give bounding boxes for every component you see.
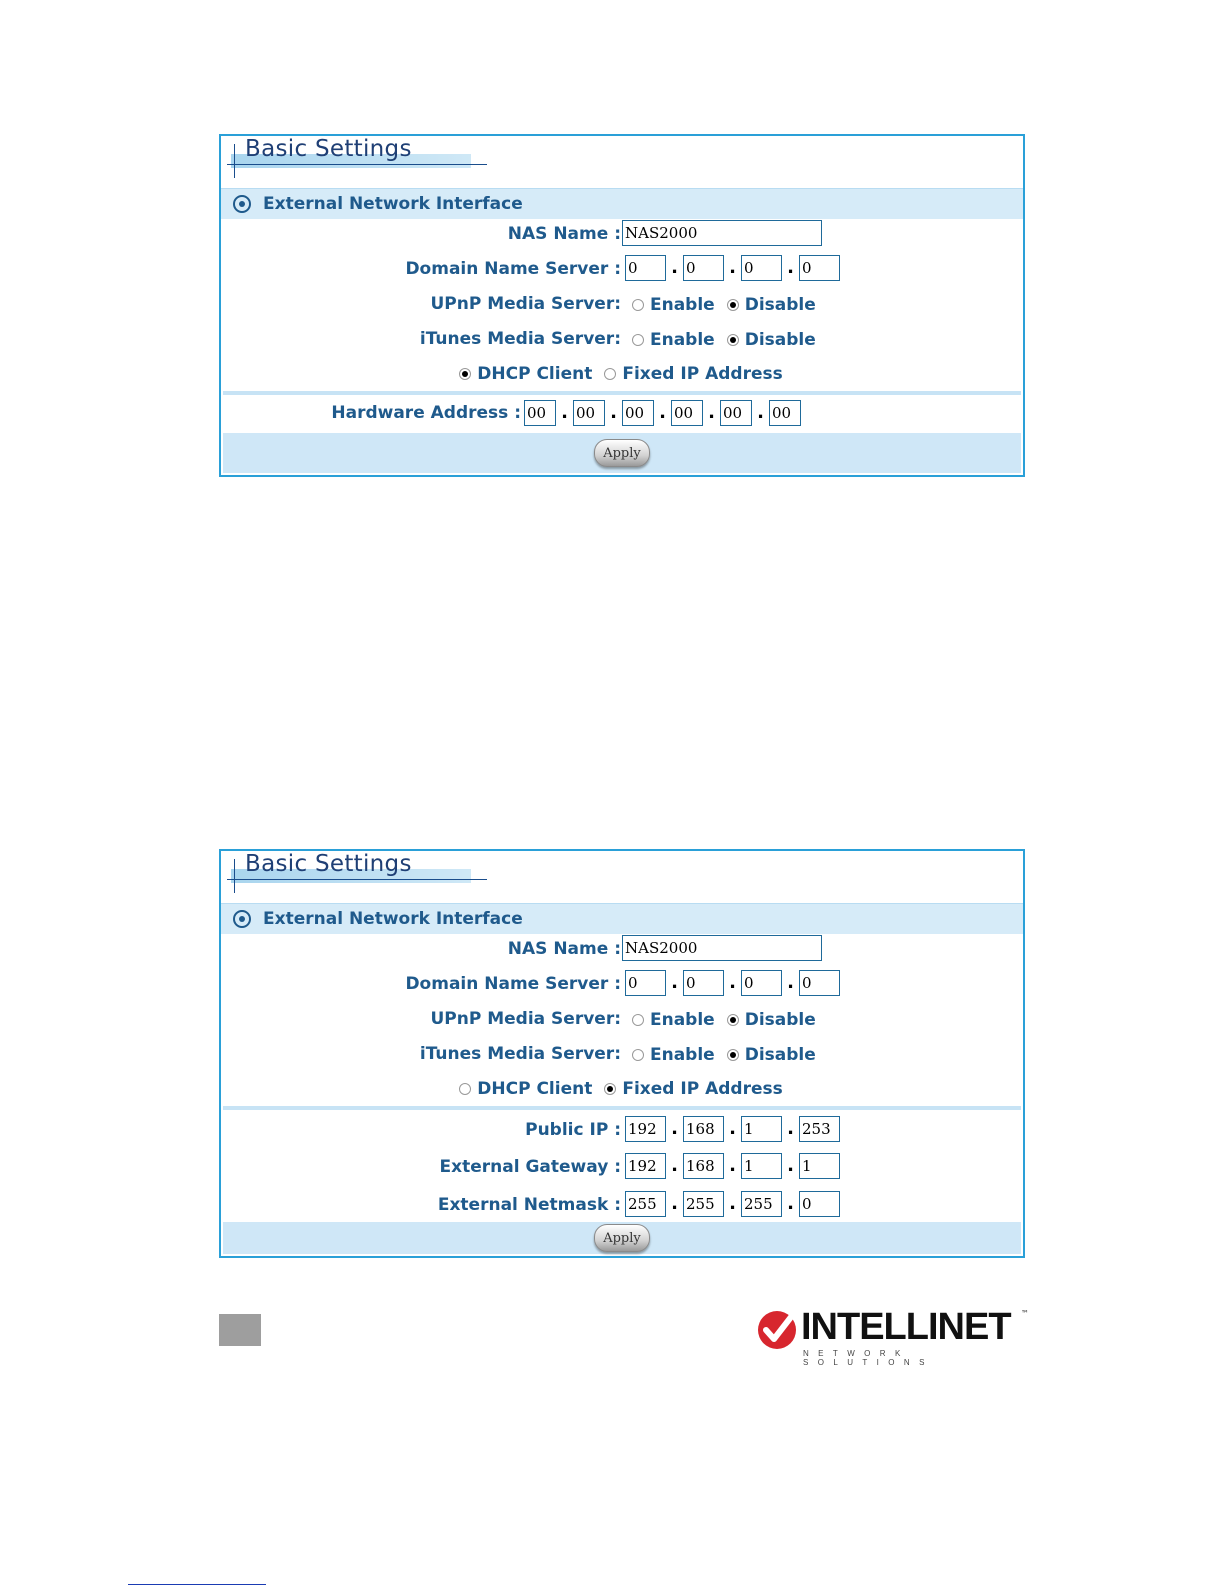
itunes-enable-radio[interactable] [632, 1049, 644, 1061]
ip-mode-row [221, 357, 1023, 391]
dns-row [221, 967, 1023, 1002]
octet-separator: . [729, 1155, 736, 1176]
nas-name-input[interactable]: NAS2000 [622, 935, 822, 961]
upnp-enable-radio[interactable] [632, 1014, 644, 1026]
dhcp-client-radio[interactable] [459, 1083, 471, 1095]
itunes-row [221, 1037, 1023, 1072]
octet-separator: . [671, 1118, 678, 1139]
nas-name-input[interactable]: NAS2000 [622, 220, 822, 246]
dns-label: Domain Name Server : [405, 259, 621, 279]
page-number-box [219, 1314, 261, 1346]
intellinet-logo [757, 1306, 1029, 1367]
octet-separator: . [787, 1193, 794, 1214]
netmask-octet-1[interactable]: 255 [625, 1191, 666, 1217]
octet-separator: . [787, 972, 794, 993]
dhcp-client-label: DHCP Client [477, 1079, 593, 1099]
section-header [221, 188, 1023, 219]
octet-separator: . [708, 402, 715, 423]
upnp-disable-radio[interactable] [727, 1014, 739, 1026]
gear-icon [233, 195, 251, 213]
octet-separator: . [561, 402, 568, 423]
itunes-label: iTunes Media Server: [419, 1044, 621, 1064]
octet-separator: . [610, 402, 617, 423]
octet-separator: . [729, 257, 736, 278]
octet-separator: . [671, 1155, 678, 1176]
hardware-address-row [221, 395, 1023, 433]
mac-octet-4[interactable]: 00 [671, 400, 703, 426]
logo-trademark: ™ [1021, 1309, 1029, 1318]
page-title: Basic Settings [245, 136, 412, 162]
gateway-octet-2[interactable]: 168 [683, 1153, 724, 1179]
octet-separator: . [787, 257, 794, 278]
netmask-octet-2[interactable]: 255 [683, 1191, 724, 1217]
checkmark-icon [757, 1309, 799, 1351]
fixed-ip-label: Fixed IP Address [622, 364, 783, 384]
upnp-label: UPnP Media Server: [430, 294, 621, 314]
octet-separator: . [729, 1118, 736, 1139]
netmask-octet-3[interactable]: 255 [741, 1191, 782, 1217]
nas-name-row [221, 219, 1023, 252]
upnp-label: UPnP Media Server: [430, 1009, 621, 1029]
apply-button[interactable]: Apply [594, 439, 650, 467]
public-ip-octet-3[interactable]: 1 [741, 1116, 782, 1142]
dns-label: Domain Name Server : [405, 974, 621, 994]
dns-row [221, 252, 1023, 287]
dns-octet-1[interactable]: 0 [625, 255, 666, 281]
gateway-row [221, 1148, 1023, 1186]
title-underline [227, 164, 487, 165]
mac-octet-5[interactable]: 00 [720, 400, 752, 426]
netmask-row [221, 1186, 1023, 1224]
itunes-disable-radio[interactable] [727, 334, 739, 346]
upnp-row [221, 1002, 1023, 1037]
dns-octet-4[interactable]: 0 [799, 255, 840, 281]
ip-mode-row [221, 1072, 1023, 1106]
logo-tagline: NETWORK SOLUTIONS [803, 1349, 934, 1367]
public-ip-octet-1[interactable]: 192 [625, 1116, 666, 1142]
public-ip-row [221, 1110, 1023, 1148]
mac-octet-2[interactable]: 00 [573, 400, 605, 426]
section-title: External Network Interface [263, 909, 523, 929]
logo-brand-text: INTELLINET [801, 1306, 1011, 1348]
octet-separator: . [671, 1193, 678, 1214]
dns-octet-2[interactable]: 0 [683, 970, 724, 996]
octet-separator: . [671, 257, 678, 278]
gateway-octet-4[interactable]: 1 [799, 1153, 840, 1179]
octet-separator: . [729, 972, 736, 993]
basic-settings-panel-fixed-ip [219, 849, 1025, 1258]
fixed-ip-label: Fixed IP Address [622, 1079, 783, 1099]
dns-octet-3[interactable]: 0 [741, 970, 782, 996]
hardware-address-label: Hardware Address : [331, 403, 521, 423]
dns-octet-3[interactable]: 0 [741, 255, 782, 281]
upnp-enable-label: Enable [650, 295, 715, 315]
itunes-disable-label: Disable [744, 330, 816, 350]
mac-octet-1[interactable]: 00 [524, 400, 556, 426]
upnp-disable-radio[interactable] [727, 299, 739, 311]
title-vline [234, 859, 235, 893]
panel-title-area [221, 851, 1023, 903]
itunes-label: iTunes Media Server: [419, 329, 621, 349]
gear-icon [233, 910, 251, 928]
public-ip-octet-2[interactable]: 168 [683, 1116, 724, 1142]
dns-octet-2[interactable]: 0 [683, 255, 724, 281]
upnp-disable-label: Disable [744, 1010, 816, 1030]
octet-separator: . [729, 1193, 736, 1214]
mac-octet-6[interactable]: 00 [769, 400, 801, 426]
upnp-enable-radio[interactable] [632, 299, 644, 311]
octet-separator: . [787, 1155, 794, 1176]
public-ip-label: Public IP : [525, 1120, 621, 1140]
basic-settings-panel-dhcp [219, 134, 1025, 477]
dhcp-client-radio[interactable] [459, 368, 471, 380]
octet-separator: . [659, 402, 666, 423]
itunes-disable-radio[interactable] [727, 1049, 739, 1061]
page-title: Basic Settings [245, 851, 412, 877]
itunes-disable-label: Disable [744, 1045, 816, 1065]
public-ip-octet-4[interactable]: 253 [799, 1116, 840, 1142]
octet-separator: . [757, 402, 764, 423]
nas-name-label: NAS Name : [507, 939, 621, 959]
nas-name-row [221, 934, 1023, 967]
section-title: External Network Interface [263, 194, 523, 214]
apply-bar [223, 433, 1021, 473]
octet-separator: . [787, 1118, 794, 1139]
itunes-enable-label: Enable [650, 330, 715, 350]
title-vline [234, 144, 235, 178]
gateway-label: External Gateway : [439, 1157, 621, 1177]
panel-title-area [221, 136, 1023, 188]
dhcp-client-label: DHCP Client [477, 364, 593, 384]
nas-name-label: NAS Name : [507, 224, 621, 244]
upnp-disable-label: Disable [744, 295, 816, 315]
netmask-label: External Netmask : [437, 1195, 621, 1215]
gateway-octet-1[interactable]: 192 [625, 1153, 666, 1179]
apply-button[interactable]: Apply [594, 1224, 650, 1252]
fixed-ip-radio[interactable] [604, 368, 616, 380]
apply-bar [223, 1222, 1021, 1254]
mac-octet-3[interactable]: 00 [622, 400, 654, 426]
section-header [221, 903, 1023, 934]
itunes-enable-radio[interactable] [632, 334, 644, 346]
fixed-ip-radio[interactable] [604, 1083, 616, 1095]
octet-separator: . [671, 972, 678, 993]
upnp-row [221, 287, 1023, 322]
title-underline [227, 879, 487, 880]
upnp-enable-label: Enable [650, 1010, 715, 1030]
gateway-octet-3[interactable]: 1 [741, 1153, 782, 1179]
dns-octet-1[interactable]: 0 [625, 970, 666, 996]
dns-octet-4[interactable]: 0 [799, 970, 840, 996]
itunes-enable-label: Enable [650, 1045, 715, 1065]
netmask-octet-4[interactable]: 0 [799, 1191, 840, 1217]
itunes-row [221, 322, 1023, 357]
